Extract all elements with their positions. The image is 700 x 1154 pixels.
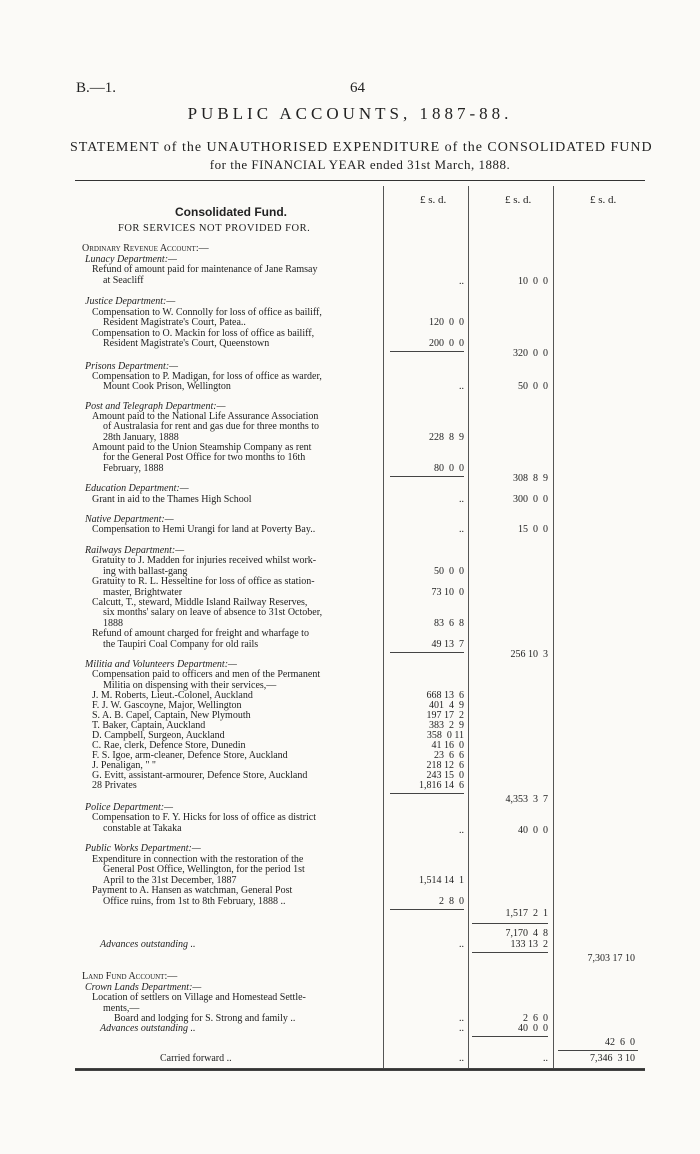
ordinary-advances-label: Advances outstanding .. [100, 939, 196, 950]
land-advances-amount-1: .. [459, 1023, 464, 1034]
railways-line: Calcutt, T., steward, Middle Island Railway Reserves, [92, 597, 308, 608]
justice-dept: Justice Department:— [85, 296, 176, 307]
land-dept: Crown Lands Department:— [85, 982, 202, 993]
land-line: Board and lodging for S. Strong and family .. [114, 1013, 296, 1024]
justice-line: Compensation to O. Mackin for loss of office as bailiff, [92, 328, 315, 339]
militia-dept: Militia and Volunteers Department:— [85, 659, 237, 670]
subtotal-rule [472, 1036, 548, 1037]
ordinary-advances-amount-1: .. [459, 939, 464, 950]
works-line: General Post Office, Wellington, for the period 1st [103, 864, 305, 875]
report-reference: B.—1. [76, 80, 117, 96]
railways-line: Gratuity to J. Madden for injuries received whilst work- [92, 555, 317, 566]
post-amount: 80 0 0 [434, 463, 464, 474]
post-line: of Australasia for rent and gas due for three months to [103, 421, 320, 432]
militia-total: 4,353 3 7 [505, 794, 548, 805]
subtotal-rule [390, 793, 464, 794]
militia-amount: 243 15 0 [426, 770, 464, 781]
prisons-amount-1: .. [459, 381, 464, 392]
lunacy-amount-1: .. [459, 276, 464, 287]
justice-line: Resident Magistrate's Court, Queenstown [103, 338, 270, 349]
works-line: April to the 31st December, 1887 [103, 875, 237, 886]
total-rule [558, 1050, 638, 1051]
militia-name: J. Penaligan, " " [92, 760, 156, 771]
militia-name: F. J. W. Gascoyne, Major, Wellington [92, 700, 242, 711]
railways-dept: Railways Department:— [85, 545, 185, 556]
militia-name: D. Campbell, Surgeon, Auckland [92, 730, 225, 741]
table-bottom-rule [75, 1068, 645, 1071]
carried-forward-total: 7,346 3 10 [590, 1053, 635, 1064]
militia-name: T. Baker, Captain, Auckland [92, 720, 206, 731]
land-amount-1: .. [459, 1013, 464, 1024]
lunacy-dept: Lunacy Department:— [85, 254, 177, 265]
statement-line-1: STATEMENT of the UNAUTHORISED EXPENDITURE of the CONSOLIDATED FUND [70, 140, 653, 155]
railways-amount: 49 13 7 [431, 639, 464, 650]
works-line: Expenditure in connection with the restoration of the [92, 854, 304, 865]
land-advances-label: Advances outstanding .. [100, 1023, 196, 1034]
works-line: Payment to A. Hansen as watchman, General Post [92, 885, 293, 896]
police-dept: Police Department:— [85, 802, 174, 813]
post-line: Amount paid to the Union Steamship Company as rent [92, 442, 312, 453]
statement-line-2: for the FINANCIAL YEAR ended 31st March, 1888. [209, 157, 511, 172]
lunacy-line: Refund of amount paid for maintenance of Jane Ramsay [92, 264, 318, 275]
currency-header-2: £ s. d. [505, 194, 532, 206]
education-amount-2: 300 0 0 [513, 494, 548, 505]
lunacy-line: at Seacliff [103, 275, 144, 286]
railways-amount: 50 0 0 [434, 566, 464, 577]
militia-name: J. M. Roberts, Lieut.-Colonel, Auckland [92, 690, 253, 701]
section-title: Consolidated Fund. [175, 205, 287, 219]
post-total: 308 8 9 [513, 473, 548, 484]
militia-amount: 383 2 9 [429, 720, 464, 731]
lunacy-amount-2: 10 0 0 [518, 276, 548, 287]
native-dept: Native Department:— [85, 514, 174, 525]
militia-amount: 197 17 2 [426, 710, 464, 721]
railways-line: ing with ballast-gang [103, 566, 188, 577]
prisons-dept: Prisons Department:— [85, 361, 179, 372]
column-rule [383, 186, 384, 1068]
subtotal-rule [390, 351, 464, 352]
prisons-line: Compensation to P. Madigan, for loss of office as warder, [92, 371, 322, 382]
works-amount: 2 8 0 [439, 896, 464, 907]
railways-total: 256 10 3 [510, 649, 548, 660]
land-amount-2: 2 6 0 [523, 1013, 548, 1024]
works-amount: 1,514 14 1 [419, 875, 464, 886]
land-line: Location of settlers on Village and Homestead Settle- [92, 992, 306, 1003]
prisons-amount-2: 50 0 0 [518, 381, 548, 392]
militia-name: 28 Privates [92, 780, 137, 791]
militia-amount: 218 12 6 [426, 760, 464, 771]
ordinary-total: 7,303 17 10 [587, 953, 635, 964]
post-line: 28th January, 1888 [103, 432, 179, 443]
land-total: 42 6 0 [605, 1037, 635, 1048]
education-amount-1: .. [459, 494, 464, 505]
subtotal-rule [390, 652, 464, 653]
subtotal-rule [390, 909, 464, 910]
militia-amount: 358 0 11 [426, 730, 464, 741]
education-dept: Education Department:— [85, 483, 189, 494]
land-line: ments,— [103, 1003, 140, 1014]
native-line: Compensation to Hemi Urangi for land at Poverty Bay.. [92, 524, 316, 535]
ordinary-subtotal: 7,170 4 8 [505, 928, 548, 939]
education-line: Grant in aid to the Thames High School [92, 494, 252, 505]
railways-line: the Taupiri Coal Company for old rails [103, 639, 259, 650]
militia-line: Militia on dispensing with their services,— [103, 680, 277, 691]
subtotal-rule [472, 923, 548, 924]
justice-line: Resident Magistrate's Court, Patea.. [103, 317, 246, 328]
currency-header-1: £ s. d. [420, 194, 447, 206]
carried-forward-label: Carried forward .. [160, 1053, 232, 1064]
militia-line: Compensation paid to officers and men of the Permanent [92, 669, 321, 680]
justice-total: 320 0 0 [513, 348, 548, 359]
railways-line: six months' salary on leave of absence to 31st October, [103, 607, 323, 618]
page-number: 64 [350, 80, 365, 96]
police-amount-2: 40 0 0 [518, 825, 548, 836]
prisons-line: Mount Cook Prison, Wellington [103, 381, 231, 392]
justice-amount: 120 0 0 [429, 317, 464, 328]
land-advances-amount-2: 40 0 0 [518, 1023, 548, 1034]
police-line: constable at Takaka [103, 823, 182, 834]
carried-forward-amount-1: .. [459, 1053, 464, 1064]
subtotal-rule [472, 952, 548, 953]
post-line: for the General Post Office for two months to 16th [103, 452, 306, 463]
police-amount-1: .. [459, 825, 464, 836]
works-line: Office ruins, from 1st to 8th February, 1888 .. [103, 896, 286, 907]
post-amount: 228 8 9 [429, 432, 464, 443]
post-line: February, 1888 [103, 463, 164, 474]
works-total: 1,517 2 1 [505, 908, 548, 919]
railways-amount: 83 6 8 [434, 618, 464, 629]
currency-header-3: £ s. d. [590, 194, 617, 206]
railways-line: 1888 [103, 618, 123, 629]
militia-amount: 41 16 0 [431, 740, 464, 751]
militia-amount: 1,816 14 6 [419, 780, 464, 791]
native-amount-1: .. [459, 524, 464, 535]
railways-line: Refund of amount charged for freight and wharfage to [92, 628, 309, 639]
ordinary-advances-amount-2: 133 13 2 [510, 939, 548, 950]
page-title: PUBLIC ACCOUNTS, 1887-88. [187, 104, 513, 123]
ordinary-heading: Ordinary Revenue Account:— [82, 243, 209, 254]
militia-amount: 668 13 6 [426, 690, 464, 701]
post-dept: Post and Telegraph Department:— [85, 401, 226, 412]
section-subtitle: FOR SERVICES NOT PROVIDED FOR. [118, 223, 311, 234]
justice-line: Compensation to W. Connolly for loss of office as bailiff, [92, 307, 322, 318]
works-dept: Public Works Department:— [85, 843, 201, 854]
militia-amount: 401 4 9 [429, 700, 464, 711]
native-amount-2: 15 0 0 [518, 524, 548, 535]
column-rule [553, 186, 554, 1068]
land-heading: Land Fund Account:— [82, 971, 178, 982]
column-rule [468, 186, 469, 1068]
carried-forward-amount-2: .. [543, 1053, 548, 1064]
militia-name: C. Rae, clerk, Defence Store, Dunedin [92, 740, 246, 751]
police-line: Compensation to F. Y. Hicks for loss of office as district [92, 812, 316, 823]
militia-name: S. A. B. Capel, Captain, New Plymouth [92, 710, 251, 721]
post-line: Amount paid to the National Life Assurance Association [92, 411, 319, 422]
militia-amount: 23 6 6 [434, 750, 464, 761]
militia-name: F. S. Igoe, arm-cleaner, Defence Store, Auckland [92, 750, 288, 761]
militia-name: G. Evitt, assistant-armourer, Defence Store, Auckland [92, 770, 308, 781]
railways-amount: 73 10 0 [431, 587, 464, 598]
subtotal-rule [390, 476, 464, 477]
railways-line: master, Brightwater [103, 587, 183, 598]
justice-amount: 200 0 0 [429, 338, 464, 349]
railways-line: Gratuity to R. L. Hesseltine for loss of office as station- [92, 576, 315, 587]
